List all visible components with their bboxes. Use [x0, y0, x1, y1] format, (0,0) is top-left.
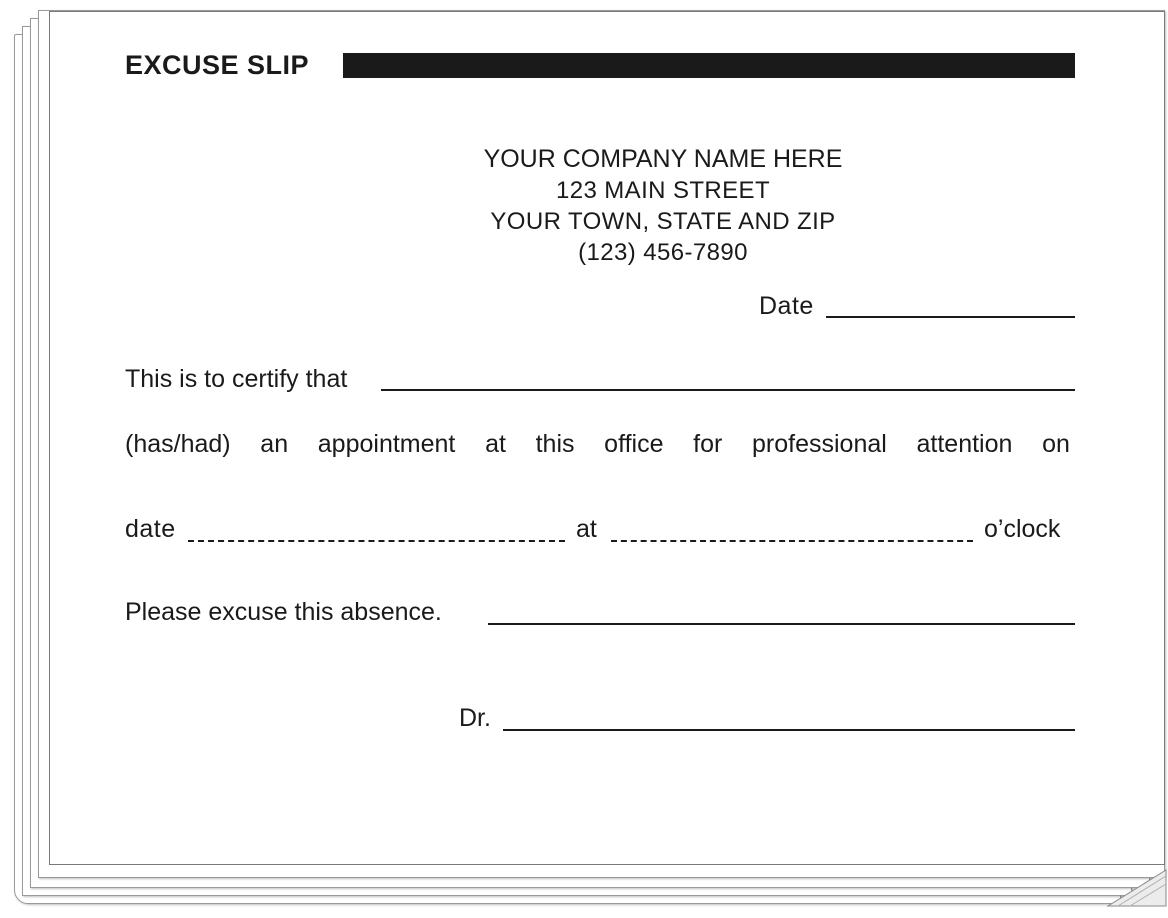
- doctor-signature-blank-line[interactable]: [503, 729, 1075, 731]
- appointment-date-label: date: [125, 515, 176, 543]
- appointment-word: for: [693, 430, 723, 458]
- appointment-word: at: [485, 430, 506, 458]
- patient-name-blank-line[interactable]: [381, 389, 1075, 391]
- appointment-word: an: [260, 430, 289, 458]
- appointment-word: professional: [752, 430, 887, 458]
- title-bar-rule: [343, 53, 1075, 78]
- form-header: [125, 50, 1075, 84]
- appointment-word: appointment: [317, 430, 456, 458]
- company-name: YOUR COMPANY NAME HERE: [483, 145, 843, 173]
- oclock-label: o’clock: [984, 515, 1061, 543]
- company-phone: (123) 456-7890: [578, 239, 748, 266]
- company-address-block: [313, 143, 1013, 268]
- certify-label: This is to certify that: [125, 365, 348, 393]
- company-street: 123 MAIN STREET: [555, 177, 771, 204]
- date-blank-line[interactable]: [826, 316, 1075, 318]
- form-title: EXCUSE SLIP: [125, 50, 310, 80]
- appointment-word: attention: [916, 430, 1013, 458]
- appointment-word: this: [535, 430, 575, 458]
- date-label: Date: [759, 292, 814, 320]
- at-label: at: [576, 515, 597, 543]
- appointment-word: (has/had): [125, 430, 231, 458]
- company-city-state-zip: YOUR TOWN, STATE AND ZIP: [490, 208, 836, 235]
- excuse-label: Please excuse this absence.: [125, 598, 442, 626]
- doctor-label: Dr.: [459, 704, 491, 732]
- folded-corner-graphic: [1098, 868, 1168, 908]
- appointment-word: office: [604, 430, 664, 458]
- appointment-word: on: [1042, 430, 1070, 458]
- appointment-date-blank-line[interactable]: [188, 540, 565, 542]
- excuse-blank-line[interactable]: [488, 623, 1075, 625]
- appointment-sentence: [125, 430, 1070, 459]
- appointment-time-blank-line[interactable]: [611, 540, 973, 542]
